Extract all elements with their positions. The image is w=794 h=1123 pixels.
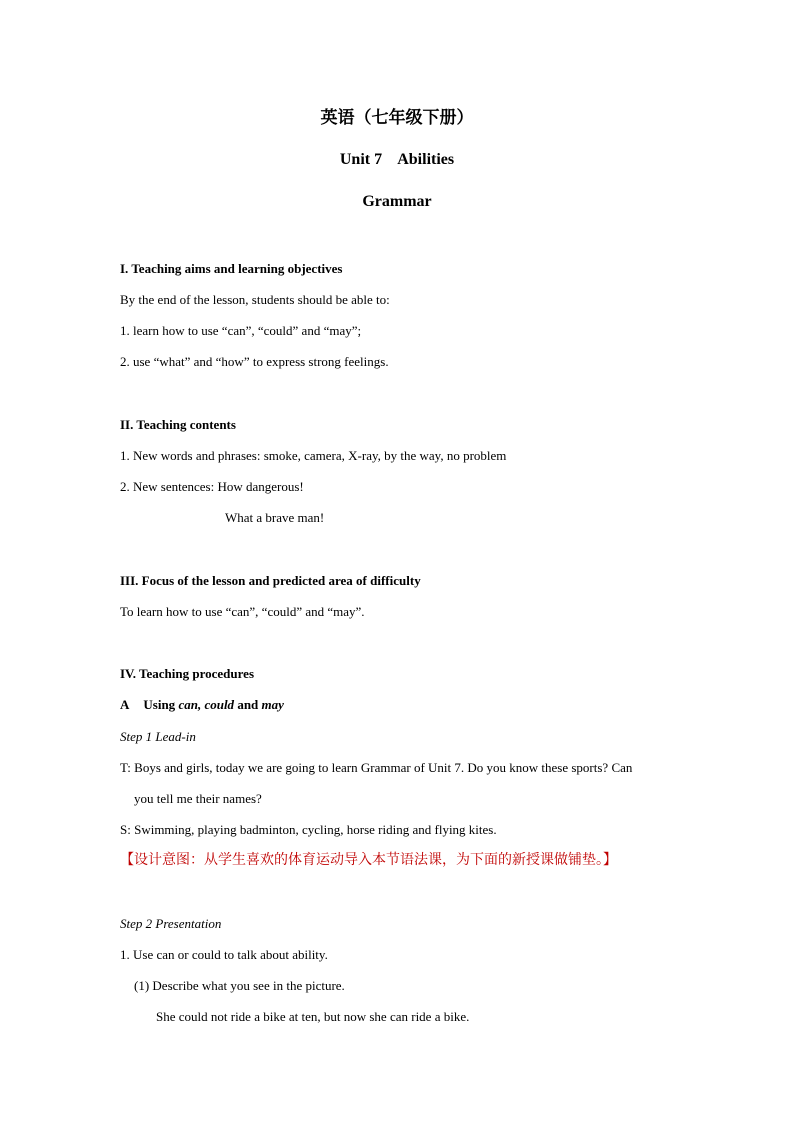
part-a-keywords-1: can, could [178,697,235,712]
step-1-heading: Step 1 Lead-in [120,729,196,744]
objective-1: 1. learn how to use “can”, “could” and “may”; [120,323,362,338]
presentation-subitem-1: (1) Describe what you see in the picture. [134,978,345,993]
section-1-intro: By the end of the lesson, students should be able to: [120,292,390,307]
unit-title-text: Unit 7 Abilities [339,151,455,168]
section-3-heading: III. Focus of the lesson and predicted area of difficulty [120,573,421,588]
teacher-line-1: T: Boys and girls, today we are going to learn Grammar of Unit 7. Do you know these sports? Can [120,760,633,775]
presentation-item-1: 1. Use can or could to talk about ability. [120,947,328,962]
section-1-heading: I. Teaching aims and learning objectives [120,261,343,276]
objective-2: 2. use “what” and “how” to express strong feelings. [120,354,389,369]
content-1: 1. New words and phrases: smoke, camera, X-ray, by the way, no problem [120,448,507,463]
part-a-keyword-2: may [261,697,284,712]
content-2-sentence: What a brave man! [225,510,325,525]
unit-title [0,150,794,170]
student-line: S: Swimming, playing badminton, cycling, horse riding and flying kites. [120,822,497,837]
section-4-heading: IV. Teaching procedures [120,666,255,681]
part-a-word-1: Using [143,697,176,712]
part-a-word-2: and [237,697,259,712]
document-title: 英语（七年级下册） [320,108,474,127]
step-2-heading: Step 2 Presentation [120,916,222,931]
teacher-line-2: you tell me their names? [134,791,262,806]
topic-title: Grammar [362,193,432,210]
section-3-text: To learn how to use “can”, “could” and “may”. [120,604,365,619]
part-a-label: A [120,697,130,712]
presentation-example: She could not ride a bike at ten, but now she can ride a bike. [156,1009,470,1024]
section-2-heading: II. Teaching contents [120,417,236,432]
design-note: 【设计意图：从学生喜欢的体育运动导入本节语法课，为下面的新授课做铺垫。】 [120,852,617,868]
part-a-heading [120,697,284,713]
content-2: 2. New sentences: How dangerous! [120,479,304,494]
